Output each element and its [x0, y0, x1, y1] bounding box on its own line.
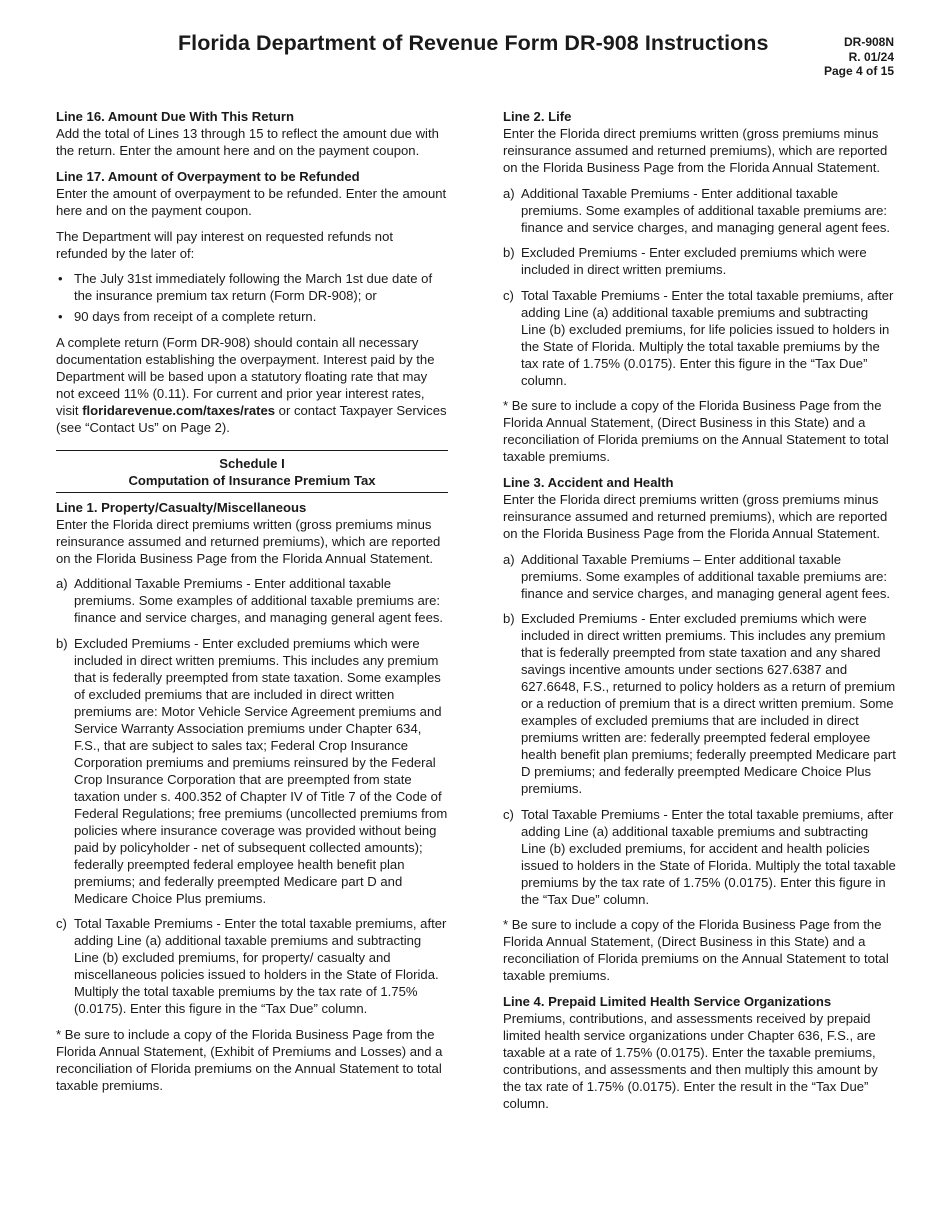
line16-section — [56, 108, 448, 159]
line2-section — [503, 108, 896, 465]
interest-intro: The Department will pay interest on requested refunds not refunded by the later of: — [56, 228, 393, 261]
list-item: c) Total Taxable Premiums - Enter the total taxable premiums, after adding Line (a) additional taxable premiums and subtracting Line (b) excluded premiums, for accident and health policies issued to holders in the State of Florida. Multiply the total taxable premiums by the tax rate of 1.75% (0.0175). Enter this figure in the “Tax Due” column. — [503, 806, 896, 907]
line2-sublist — [503, 185, 896, 389]
bullet-icon: • — [58, 309, 63, 324]
line1-heading: Line 1. Property/Casualty/Miscellaneous — [56, 499, 307, 515]
list-item: a) Additional Taxable Premiums – Enter additional taxable premiums. Some examples of additional taxable premiums are: finance and service charges, and managing general agent fees. — [503, 551, 891, 601]
list-item: • 90 days from receipt of a complete return. — [58, 309, 317, 324]
line17-section — [56, 168, 448, 436]
list-item: c) Total Taxable Premiums - Enter the total taxable premiums, after adding Line (a) additional taxable premiums and subtracting Line (b) excluded premiums, for life policies issued to holders in the State of Florida. Multiply the total taxable premiums by the tax rate of 1.75% (0.0175). Enter this figure in the “Tax Due” column. — [503, 287, 894, 388]
line4-text: Premiums, contributions, and assessments received by prepaid limited health service organizations under Chapter 636, F.S., are taxable at a rate of 1.75% (0.0175). Enter the taxable premiums, contributions, and assessments and then multiply this amount by the tax rate of 1.75% (0.0175). Enter the result in the “Tax Due” column. — [503, 1011, 878, 1111]
list-item: a) Additional Taxable Premiums - Enter additional taxable premiums. Some examples of additional taxable premiums are: finance and service charges, and managing general agent fees. — [56, 576, 444, 625]
line1-sublist — [56, 575, 448, 1017]
line16-text: Add the total of Lines 13 through 15 to reflect the amount due with the return. Enter the amount here and on the payment coupon. — [56, 126, 439, 158]
line2-note: * Be sure to include a copy of the Florida Business Page from the Florida Annual Statement, (Direct Business in this State) and a reconciliation of Florida premiums on the Annual Statement to total taxable premiums. — [503, 398, 889, 464]
line1-section — [56, 499, 448, 1094]
line4-heading: Line 4. Prepaid Limited Health Service Organizations — [503, 994, 832, 1009]
left-column — [56, 108, 448, 1103]
line17-text: Enter the amount of overpayment to be refunded. Enter the amount here and on the payment coupon. — [56, 186, 447, 218]
line2-text: Enter the Florida direct premiums written (gross premiums minus reinsurance assumed and returned premiums), which are reported on the Florida Business Page from the Florida Annual Statement. — [503, 126, 888, 175]
schedule-subtitle: Computation of Insurance Premium Tax — [128, 472, 376, 488]
line3-heading: Line 3. Accident and Health — [503, 475, 674, 490]
list-item: b) Excluded Premiums - Enter excluded premiums which were included in direct written premiums. — [503, 245, 867, 277]
schedule-title: Schedule I — [219, 455, 285, 471]
page-title: Florida Department of Revenue Form DR-908 Instructions — [178, 31, 769, 55]
list-item: b) Excluded Premiums - Enter excluded premiums which were included in direct written premiums. This includes any premium that is federally preempted from state taxation. Some examples of excluded premiums that are included in direct written premiums are: Motor Vehicle Service Agreement premiums and Service Warranty Association premiums under Chapter 634, F.S., that are subject to sales tax; Federal Crop Insurance Corporation premiums and premiums reinsured by the Federal Crop Insurance Corporation that are preempted from state taxation under s. 400.352 of Chapter IV of Title 7 of the Code of Federal Regulations; free premiums (uncollected premiums from policies where insurance coverage was provided without being paid by policyholder - net of subsequent collected amounts); federally preempted federal employee health benefit plan premiums; and federally preempted Medicare part D and Medicare Choice Plus premiums. — [56, 635, 448, 906]
line1-text: Enter the Florida direct premiums written (gross premiums minus reinsurance assumed and returned premiums), which are reported on the Florida Business Page from the Florida Annual Statement. — [56, 516, 441, 566]
rates-link[interactable]: floridarevenue.com/taxes/rates — [82, 402, 276, 418]
schedule-heading — [56, 450, 448, 493]
bullet-icon: • — [58, 271, 63, 286]
line3-sublist — [503, 551, 896, 908]
line17-heading: Line 17. Amount of Overpayment to be Refunded — [56, 169, 360, 184]
line3-section — [503, 474, 896, 984]
form-identifier — [824, 35, 894, 79]
line1-note: * Be sure to include a copy of the Florida Business Page from the Florida Annual Statement, (Exhibit of Premiums and Losses) and a reconciliation of Florida premiums on the Annual Statement to total taxable premiums. — [56, 1026, 443, 1093]
complete-return-text: A complete return (Form DR-908) should contain all necessary documentation establishing the overpayment. Interest paid by the Department will be based upon a statutory floating rate that may not exceed 11% (0.11). For current and prior year interest rates, visit floridarevenue.com/taxes/rates or contact Taxpayer Services (see “Contact Us” on Page 2). — [56, 334, 447, 435]
right-column — [503, 108, 896, 1121]
line3-text: Enter the Florida direct premiums written (gross premiums minus reinsurance assumed and returned premiums), which are reported on the Florida Business Page from the Florida Annual Statement. — [503, 492, 888, 541]
line2-heading: Line 2. Life — [503, 109, 572, 124]
line4-section — [503, 993, 896, 1112]
list-item: b) Excluded Premiums - Enter excluded premiums which were included in direct written premiums. This includes any premium that is federally preempted from state taxation and any shared savings incentive amounts under sections 627.6387 and 627.6648, F.S., returned to policy holders as a return of premium or a reduction of premium that is a direct written premium. Some examples of excluded premiums that are included in direct premiums written are: federally preempted federal employee health benefit plan premiums; federally preempted Medicare part D premiums; and federally preempted Medicare Choice Plus premiums. — [503, 611, 896, 796]
form-number: DR-908N — [843, 35, 894, 49]
list-item: c) Total Taxable Premiums - Enter the total taxable premiums, after adding Line (a) additional taxable premiums and subtracting Line (b) excluded premiums, for property/ casualty and miscellaneous policies issued to holders in the State of Florida. Multiply the total taxable premiums by the tax rate of 1.75% (0.0175). Enter this figure in the “Tax Due” column. — [56, 916, 447, 1016]
page-number: Page 4 of 15 — [823, 64, 894, 78]
form-revision: R. 01/24 — [848, 49, 894, 64]
list-item: • The July 31st immediately following the March 1st due date of the insurance premium tax return (Form DR-908); or — [58, 271, 433, 303]
list-item: a) Additional Taxable Premiums - Enter additional taxable premiums. Some examples of additional taxable premiums are: finance and service charges, and managing general agent fees. — [503, 185, 891, 235]
line3-note: * Be sure to include a copy of the Florida Business Page from the Florida Annual Statement, (Direct Business in this State) and a reconciliation of Florida premiums on the Annual Statement to total taxable premiums. — [503, 917, 889, 983]
line16-heading: Line 16. Amount Due With This Return — [56, 109, 294, 124]
refund-bullet-list — [56, 270, 448, 325]
